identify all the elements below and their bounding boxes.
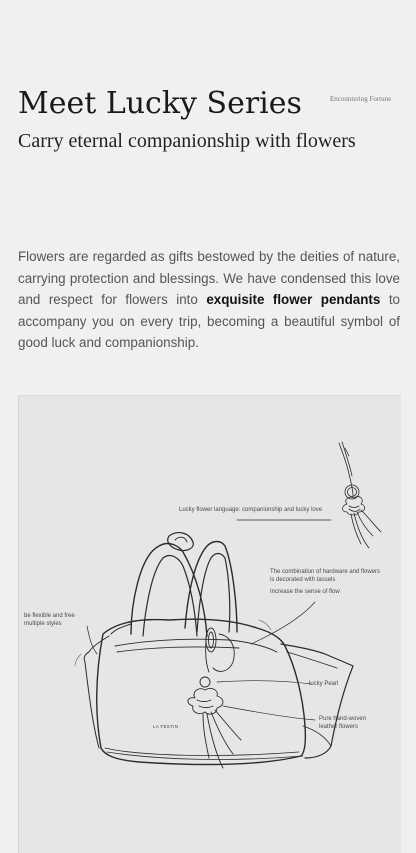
series-subtitle: Carry eternal companionship with flowers [18, 130, 356, 152]
annotation-hardware-line1: The combination of hardware and flowers [270, 569, 381, 575]
series-title: Meet Lucky Series [18, 86, 302, 121]
annotation-woven-line2: leather flowers [319, 724, 359, 730]
annotation-flexible-line1: be flexible and free [24, 613, 75, 619]
intro-paragraph [18, 246, 400, 354]
intro-text-start: Flowers are regarded as gifts bestowed by the deities of nature, carrying protection and blessings. We have condensed this love and respect for flowers into [18, 249, 400, 308]
annotation-hardware-line2: is decorated with tassels [270, 577, 336, 583]
intro-highlight: exquisite flower pendants [206, 292, 381, 308]
pendant-sketch [339, 442, 381, 548]
annotation-woven-line1: Pure hand-woven [319, 716, 367, 722]
brand-mark: LA FESTIN [153, 724, 179, 729]
series-tag: Encountering Fortune [330, 95, 392, 103]
bag-illustration-panel [18, 395, 401, 853]
handbag-sketch [19, 396, 401, 853]
annotation-flower-language: Lucky flower language: companionship and lucky love [179, 507, 323, 513]
annotation-hardware-line3: Increase the sense of flow [270, 589, 340, 595]
intro-text-end: to accompany you on every trip, becoming a beautiful symbol of good luck and companionship. [18, 292, 400, 351]
bag-charm-sketch [188, 628, 241, 768]
annotation-pearl: lucky Pearl [309, 681, 339, 687]
annotation-flexible-line2: multiple styles [24, 621, 62, 627]
